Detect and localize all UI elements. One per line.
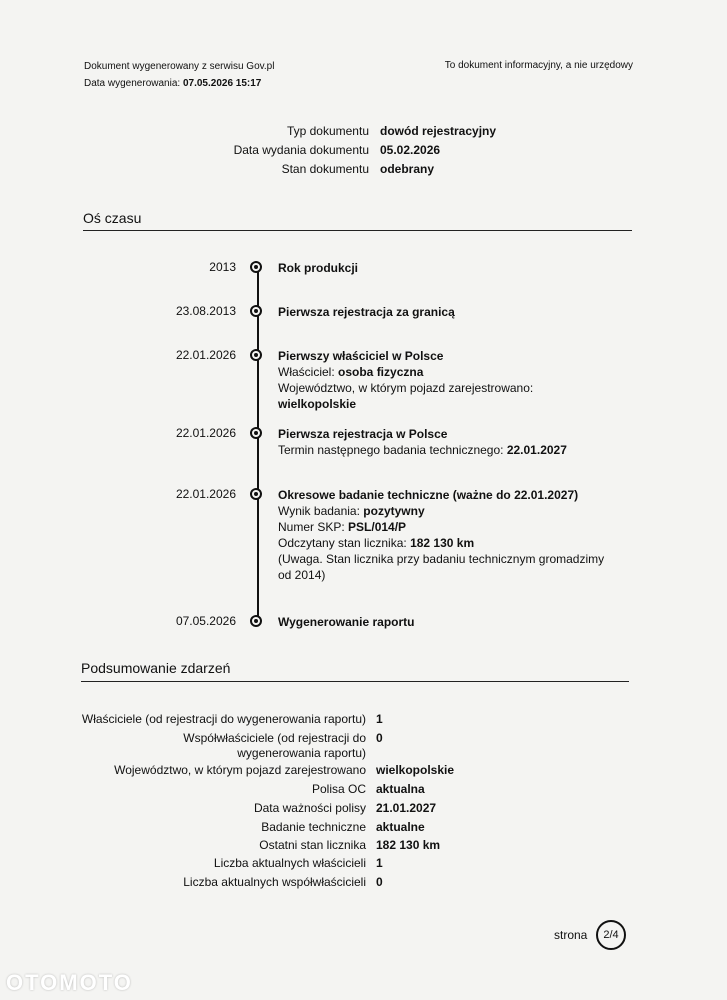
timeline-dot-icon — [250, 615, 262, 627]
event-detail: Odczytany stan licznika: 182 130 km — [278, 536, 475, 550]
event-note: (Uwaga. Stan licznika przy badaniu technicznym gromadzimy od 2014) — [278, 552, 605, 582]
summary-title: Podsumowanie zdarzeń — [81, 660, 231, 676]
event-detail: Województwo, w którym pojazd zarejestrowano: wielkopolskie — [278, 381, 534, 411]
timeline-line — [257, 268, 259, 621]
page-label: strona — [554, 928, 588, 942]
generated-by-text: Dokument wygenerowany z serwisu Gov.pl — [84, 61, 275, 72]
document-page: Dokument wygenerowany z serwisu Gov.pl Data wygenerowania: 07.05.2026 15:17 To dokument informacyjny, a nie urzędowy Typ dokumentu dowód rejestracyjny Data wydania dokumentu 05.02.2026 Stan dokumentu odebrany Oś czasu 2013 Rok produkcji 23.08.2013 Pierwsza rejestracja za granicą 22.01.2026 Pierwszy właściciel w Polsce Właściciel: osoba fizyczna Województwo, w którym pojazd zarejestrowano: wielkopolskie 22.01.2026 Pierwsza rejestracja w Polsce Termin następnego badania technicznego: 22.01.2027 22.01.2026 Okresowe badanie techniczne (ważne do 22.01.2027) Wynik badania: pozytywny Numer SKP: PSL/014/P Odczytany stan licznika: 182 130 km (Uwaga. Stan licznika przy badaniu technicznym gromadzimy od 2014) 07.05.2026 Wygenerowanie raportu Podsumowanie zdarzeń Właściciele (od rejestracji do wygenerowania raportu) 1 Współwłaściciele (od rejestracji do wygenerowania raportu) 0 Województwo, w którym pojazd zarejestrowano wielkopolskie Polisa OC aktualna Data ważności polisy 21.01.2027 Badanie techniczne aktualne Ostatni stan licznika 182 130 km Liczba aktualnych właścicieli 1 Liczba aktualnych współwłaścicieli 0 strona 2/4 OTOMOTO — [0, 0, 727, 1000]
page-number-badge: 2/4 — [596, 920, 626, 950]
timeline-title: Oś czasu — [83, 210, 142, 226]
info-row: Data wydania dokumentu 05.02.2026 — [233, 143, 441, 157]
event-detail: Wynik badania: pozytywny — [278, 504, 425, 518]
timeline-dot-icon — [250, 261, 262, 273]
summary-divider — [81, 681, 629, 682]
timeline-dot-icon — [250, 427, 262, 439]
disclaimer-text: To dokument informacyjny, a nie urzędowy — [444, 60, 633, 71]
timeline-dot-icon — [250, 349, 262, 361]
generated-date: Data wygenerowania: 07.05.2026 15:17 — [84, 78, 262, 89]
otomoto-watermark: OTOMOTO — [6, 970, 133, 995]
info-row: Stan dokumentu odebrany — [281, 162, 435, 176]
header-left — [84, 58, 274, 92]
event-detail: Numer SKP: PSL/014/P — [278, 520, 407, 534]
timeline-dot-icon — [250, 305, 262, 317]
timeline-dot-icon — [250, 488, 262, 500]
info-row: Typ dokumentu dowód rejestracyjny — [286, 124, 497, 138]
event-detail: Właściciel: osoba fizyczna — [278, 365, 424, 379]
event-detail: Termin następnego badania technicznego: 22.01.2027 — [278, 443, 567, 457]
timeline-divider — [83, 230, 632, 231]
